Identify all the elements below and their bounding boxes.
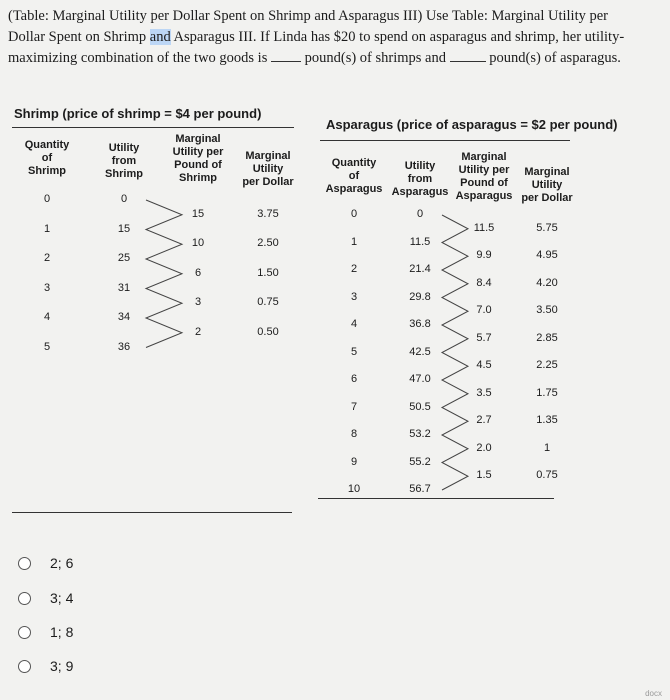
asparagus-quantity-cell: 3 [350, 290, 358, 303]
asparagus-utility-cell: 53.2 [409, 428, 431, 440]
asparagus-mu-per-dollar-cell: 1 [543, 441, 551, 454]
asparagus-quantity-cell: 8 [350, 428, 358, 440]
question-line-3-start: maximizing combination of the two goods is [8, 50, 268, 66]
option-d-label: 3; 9 [50, 658, 74, 674]
shrimp-utility-cell: 15 [117, 222, 131, 235]
shrimp-zigzag [146, 200, 182, 348]
asparagus-quantity-cell: 2 [350, 263, 358, 275]
shrimp-mu-per-dollar-cell: 1.50 [257, 266, 279, 279]
shrimp-quantity-cell: 4 [43, 311, 51, 323]
asparagus-header-line: per Dollar [521, 192, 573, 204]
shrimp-marginal-cell: 15 [191, 207, 205, 220]
radio-icon[interactable] [18, 557, 31, 570]
shrimp-quantity-cell: 0 [43, 193, 51, 205]
shrimp-mu-per-dollar-cell: 3.75 [257, 207, 279, 220]
shrimp-header-line: Utility per [172, 146, 224, 158]
asparagus-marginal-cell: 8.4 [476, 276, 492, 289]
asparagus-header-line: Asparagus [455, 190, 513, 202]
asparagus-header-line: Utility [404, 160, 436, 172]
asparagus-utility-cell: 29.8 [409, 290, 431, 303]
asparagus-utility-cell: 11.5 [409, 235, 431, 248]
shrimp-quantity-cell: 3 [43, 281, 51, 294]
shrimp-header-line: Utility [252, 163, 284, 175]
asparagus-quantity-cell: 9 [350, 455, 358, 468]
shrimp-marginal-cell: 6 [194, 266, 202, 279]
shrimp-utility-cell: 25 [117, 252, 131, 264]
asparagus-zigzag [442, 215, 468, 490]
asparagus-utility-cell: 56.7 [409, 483, 431, 495]
shrimp-marginal-cell: 2 [194, 325, 202, 338]
radio-icon[interactable] [18, 626, 31, 639]
shrimp-utility-cell: 31 [117, 281, 131, 294]
asparagus-quantity-cell: 7 [350, 400, 358, 413]
asparagus-marginal-cell: 5.7 [476, 331, 492, 344]
asparagus-utility-cell: 47.0 [409, 373, 431, 385]
question-line-1: (Table: Marginal Utility per Dollar Spent on Shrimp and Asparagus III) Use Table: Marginal Utility per [8, 8, 609, 24]
shrimp-header-line: per Dollar [242, 176, 294, 188]
asparagus-quantity-cell: 10 [347, 483, 361, 495]
question-line-3-end: pound(s) of asparagus. [489, 50, 621, 66]
asparagus-header-line: Marginal [524, 166, 570, 178]
asparagus-marginal-cell: 9.9 [476, 249, 492, 262]
asparagus-mu-per-dollar-cell: 2.25 [536, 359, 558, 372]
asparagus-marginal-cell: 7.0 [476, 304, 492, 317]
option-c-label: 1; 8 [50, 624, 74, 640]
shrimp-marginal-cell: 10 [191, 237, 205, 250]
shrimp-header-line: Shrimp [179, 172, 217, 184]
asparagus-header-line: Asparagus [391, 186, 449, 198]
asparagus-header-line: Utility per [458, 164, 510, 176]
option-c[interactable] [18, 624, 73, 640]
shrimp-quantity-cell: 2 [43, 252, 51, 264]
shrimp-utility-cell: 34 [117, 311, 131, 323]
asparagus-table-title: Asparagus (price of asparagus = $2 per pound) [326, 117, 618, 132]
shrimp-mu-per-dollar-cell: 0.50 [257, 325, 279, 338]
shrimp-header-line: of [41, 152, 53, 164]
option-d[interactable] [18, 658, 73, 674]
shrimp-header-line: Pound of [174, 159, 222, 171]
shrimp-header-line: Shrimp [105, 168, 143, 180]
asparagus-mu-per-dollar-cell: 0.75 [536, 469, 558, 482]
highlighted-word: and [149, 29, 171, 45]
question-line-2-end: Asparagus III. If Linda has $20 to spend on asparagus and shrimp, her utility- [170, 29, 625, 45]
asparagus-header-line: of [348, 170, 360, 182]
shrimp-mu-per-dollar-cell: 2.50 [257, 237, 279, 250]
asparagus-utility-cell: 42.5 [409, 345, 431, 358]
option-b[interactable] [18, 590, 73, 606]
question-line-3-middle: pound(s) of shrimps and [304, 50, 446, 66]
asparagus-marginal-cell: 11.5 [473, 221, 495, 234]
asparagus-mu-per-dollar-cell: 1.75 [536, 386, 558, 399]
asparagus-header-line: Asparagus [325, 183, 383, 195]
radio-icon[interactable] [18, 592, 31, 605]
asparagus-marginal-cell: 2.0 [476, 441, 492, 454]
asparagus-mu-per-dollar-cell: 5.75 [536, 221, 558, 234]
asparagus-mu-per-dollar-cell: 4.20 [536, 276, 558, 289]
shrimp-header-line: Shrimp [28, 165, 66, 177]
asparagus-utility-cell: 21.4 [409, 263, 431, 275]
shrimp-table-title: Shrimp (price of shrimp = $4 per pound) [14, 106, 262, 121]
shrimp-utility-cell: 0 [120, 193, 128, 205]
shrimp-quantity-cell: 1 [43, 222, 51, 235]
shrimp-marginal-cell: 3 [194, 296, 202, 309]
asparagus-marginal-cell: 4.5 [476, 359, 492, 372]
asparagus-utility-cell: 55.2 [409, 455, 431, 468]
asparagus-header-line: Marginal [461, 151, 507, 163]
asparagus-marginal-cell: 2.7 [476, 414, 492, 427]
shrimp-utility-cell: 36 [117, 340, 131, 353]
shrimp-header-line: Quantity [24, 139, 70, 151]
asparagus-header-line: Pound of [460, 177, 508, 189]
option-b-label: 3; 4 [50, 590, 74, 606]
shrimp-header-line: Utility [108, 142, 140, 154]
asparagus-marginal-cell: 1.5 [476, 469, 492, 482]
option-a-label: 2; 6 [50, 555, 74, 571]
asparagus-utility-cell: 50.5 [409, 400, 431, 413]
option-a[interactable] [18, 555, 73, 571]
shrimp-header-line: from [111, 155, 137, 167]
docx-watermark-logo: docx [645, 689, 662, 698]
asparagus-quantity-cell: 4 [350, 318, 358, 330]
radio-icon[interactable] [18, 660, 31, 673]
asparagus-utility-cell: 0 [416, 208, 424, 220]
shrimp-header-line: Marginal [245, 150, 291, 162]
asparagus-mu-per-dollar-cell: 2.85 [536, 331, 558, 344]
asparagus-utility-cell: 36.8 [409, 318, 431, 330]
shrimp-header-line: Marginal [175, 133, 221, 145]
asparagus-quantity-cell: 0 [350, 208, 358, 220]
question-line-2-start: Dollar Spent on Shrimp [8, 29, 150, 45]
asparagus-mu-per-dollar-cell: 3.50 [536, 304, 558, 317]
asparagus-header-line: Quantity [331, 157, 377, 169]
asparagus-marginal-cell: 3.5 [476, 386, 492, 399]
asparagus-mu-per-dollar-cell: 4.95 [536, 249, 558, 262]
asparagus-quantity-cell: 1 [350, 235, 358, 248]
shrimp-mu-per-dollar-cell: 0.75 [257, 296, 279, 309]
asparagus-quantity-cell: 5 [350, 345, 358, 358]
asparagus-quantity-cell: 6 [350, 373, 358, 385]
asparagus-mu-per-dollar-cell: 1.35 [536, 414, 558, 427]
shrimp-quantity-cell: 5 [43, 340, 51, 353]
asparagus-header-line: from [407, 173, 433, 185]
asparagus-header-line: Utility [531, 179, 563, 191]
